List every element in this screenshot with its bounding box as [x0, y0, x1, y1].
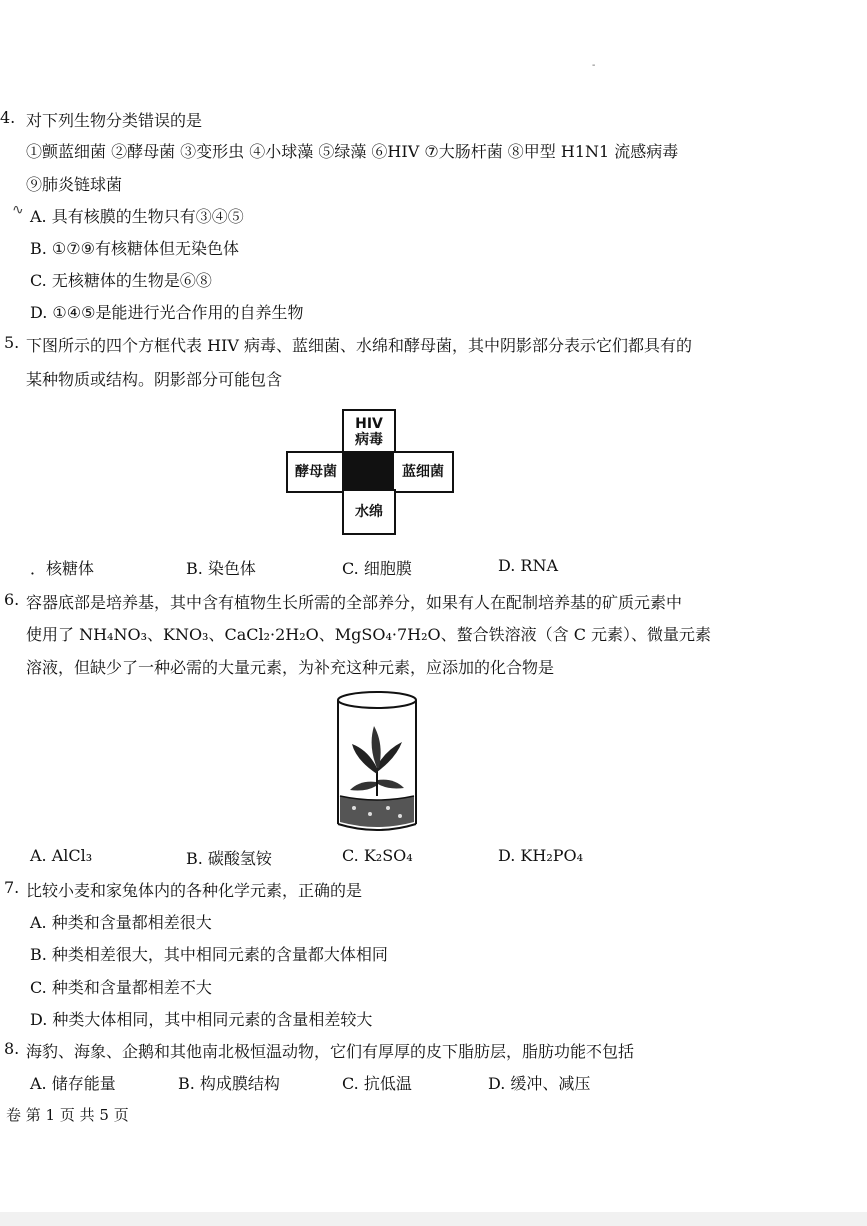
q5-stem-line1: 下图所示的四个方框代表 HIV 病毒、蓝细菌、水绵和酵母菌，其中阴影部分表示它们都具有的: [26, 336, 693, 355]
q8-option-a: A. 储存能量: [30, 1074, 116, 1093]
page-footer: 卷 第 1 页 共 5 页: [6, 1106, 129, 1124]
q5-option-d: D. RNA: [498, 556, 559, 575]
diagram-virus-label: 病毒: [355, 432, 383, 448]
q6-option-b: B. 碳酸氢铵: [186, 849, 272, 868]
q7-option-d: D. 种类大体相同，其中相同元素的含量相差较大: [30, 1010, 373, 1029]
q7-number: 7.: [4, 878, 20, 897]
q4-number: 4.: [0, 108, 16, 127]
q7-stem: 比较小麦和家兔体内的各种化学元素，正确的是: [26, 881, 363, 900]
q4-option-c: C. 无核糖体的生物是⑥⑧: [30, 271, 212, 290]
q6-number: 6.: [4, 590, 20, 609]
q6-option-c: C. K₂SO₄: [342, 846, 413, 865]
q4-option-d: D. ①④⑤是能进行光合作用的自养生物: [30, 303, 304, 322]
q8-option-b: B. 构成膜结构: [178, 1074, 280, 1093]
cross-diagram: [286, 409, 452, 533]
q5-option-c: C. 细胞膜: [342, 559, 412, 578]
plant-jar-image: [334, 688, 420, 834]
q4-option-b: B. ①⑦⑨有核糖体但无染色体: [30, 239, 239, 258]
q6-option-d: D. KH₂PO₄: [498, 846, 584, 865]
q5-option-b: B. 染色体: [186, 559, 256, 578]
q4-list-line1: ①颤蓝细菌 ②酵母菌 ③变形虫 ④小球藻 ⑤绿藻 ⑥HIV ⑦大肠杆菌 ⑧甲型 H1N1 流感病毒: [26, 142, 679, 161]
scan-bottom-edge: [0, 1212, 867, 1226]
q6-stem-line3: 溶液，但缺少了一种必需的大量元素，为补充这种元素，应添加的化合物是: [26, 658, 555, 677]
diagram-hiv-label: HIV: [355, 416, 383, 432]
q4-list-line2: ⑨肺炎链球菌: [26, 175, 123, 194]
diagram-box-cyanobacteria: [392, 451, 454, 493]
q4-option-a: A. 具有核膜的生物只有③④⑤: [30, 207, 244, 226]
q4-stem: 对下列生物分类错误的是: [26, 111, 203, 130]
q5-option-a: ．核糖体: [30, 559, 95, 578]
q8-stem: 海豹、海象、企鹅和其他南北极恒温动物，它们有厚厚的皮下脂肪层，脂肪功能不包括: [26, 1042, 635, 1061]
q8-option-d: D. 缓冲、减压: [488, 1074, 591, 1093]
diagram-box-hiv: [342, 409, 396, 455]
q8-option-c: C. 抗低温: [342, 1074, 412, 1093]
q4-handwritten-mark: ∿: [12, 202, 24, 218]
q7-option-a: A. 种类和含量都相差很大: [30, 913, 212, 932]
diagram-box-spirogyra: [342, 489, 396, 535]
q6-option-a: A. AlCl₃: [30, 846, 93, 865]
diagram-shaded-center: [342, 451, 396, 493]
q8-number: 8.: [4, 1039, 20, 1058]
q7-option-b: B. 种类相差很大，其中相同元素的含量都大体相同: [30, 945, 388, 964]
diagram-spirogyra-label: 水绵: [355, 504, 383, 520]
q6-stem-line1: 容器底部是培养基，其中含有植物生长所需的全部养分，如果有人在配制培养基的矿质元素中: [26, 593, 683, 612]
diagram-box-yeast: [286, 451, 346, 493]
q5-stem-line2: 某种物质或结构。阴影部分可能包含: [26, 370, 283, 389]
stray-mark: -: [592, 60, 596, 71]
diagram-cyanobacteria-label: 蓝细菌: [402, 464, 444, 480]
diagram-yeast-label: 酵母菌: [295, 464, 337, 480]
q6-stem-line2: 使用了 NH₄NO₃、KNO₃、CaCl₂·2H₂O、MgSO₄·7H₂O、螯合铁溶液（含 C 元素）、微量元素: [26, 625, 712, 644]
q5-number: 5.: [4, 333, 20, 352]
q7-option-c: C. 种类和含量都相差不大: [30, 978, 212, 997]
